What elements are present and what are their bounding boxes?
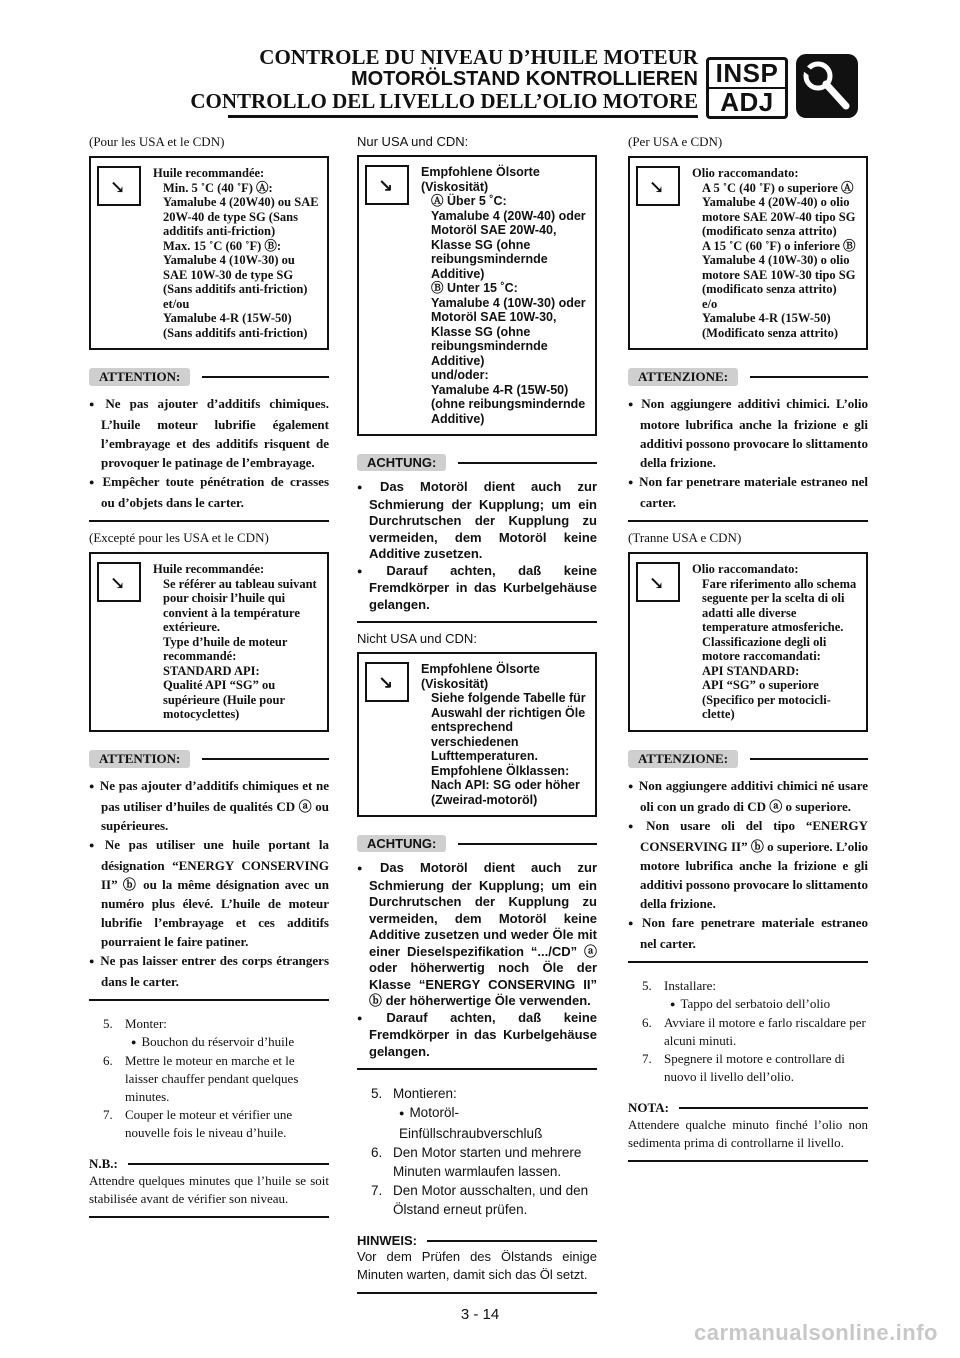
caution-end-rule (89, 999, 329, 1001)
spec-line: Ⓑ Unter 15 ˚C: (431, 281, 518, 295)
step-subitem: ● Bouchon du réservoir d’huile (103, 1033, 329, 1052)
spec-line: Huile recommandée: (153, 562, 265, 576)
step-text: Installare: (664, 977, 716, 993)
title-it: CONTROLLO DEL LIVELLO DELL’OLIO MOTORE (190, 89, 698, 113)
spec-line: API “SG” o superiore (Specifico per motocicli-clette) (702, 678, 831, 721)
region-note: (Tranne USA e CDN) (628, 530, 742, 545)
caution-item: ● Non usare oli del tipo “ENERGY CONSERVING II” ⓑ o superiore. L’olio motore lubrifica anche la frizione e gli additivi possono provocare lo slittamento della frizione. (628, 816, 868, 913)
caution-end-rule (628, 520, 868, 522)
note-label: N.B.: (89, 1155, 118, 1171)
step-item (642, 1014, 868, 1050)
caution-header (628, 368, 868, 386)
note-text: Attendere qualche minuto finché l’olio non sedimenta prima di controllarne il livello. (628, 1116, 868, 1150)
column-german (357, 134, 597, 1294)
oil-can-icon: ↘ (365, 165, 409, 205)
spec-line: Ⓐ Über 5 ˚C: (431, 194, 507, 208)
step-item (371, 1084, 597, 1103)
caution-header (89, 368, 329, 386)
spec-line: Max. 15 ˚C (60 ˚F) Ⓑ: (163, 238, 282, 253)
title-fr: CONTROLE DU NIVEAU D’HUILE MOTEUR (259, 45, 698, 69)
spec-line: Yamalube 4 (10W-30) oder Motoröl SAE 10W-30, Klasse SG (ohne reibungsmindernde Additive) (431, 295, 586, 368)
procedure-steps (357, 1084, 597, 1219)
note-rule (427, 1240, 597, 1242)
column-italian (628, 134, 868, 1162)
oil-can-icon: ↘ (636, 562, 680, 602)
caution-rule (202, 758, 329, 760)
spec-line: API STANDARD: (702, 663, 800, 678)
caution-end-rule (89, 520, 329, 522)
note-header (628, 1100, 868, 1116)
note-end-rule (89, 1216, 329, 1218)
caution-rule (458, 462, 597, 464)
region-note: Nur USA und CDN: (357, 134, 469, 149)
step-subitem: ● Tappo del serbatoio dell’olio (642, 995, 868, 1014)
step-number: 5. (642, 977, 652, 993)
caution-item: ● Ne pas ajouter d’additifs chimiques et ne pas utiliser d’huiles de qualités CD ⓐ ou supérieures. (89, 776, 329, 835)
spec-line: Yamalube 4 (10W-30) o olio motore SAE 10W-30 tipo SG (modificato senza attrito) (702, 253, 856, 296)
caution-header (357, 835, 597, 852)
step-item (642, 1050, 868, 1086)
oil-can-icon: ↘ (365, 662, 409, 702)
step-number: 6. (642, 1014, 652, 1030)
oil-spec-box (89, 156, 329, 350)
note-header (357, 1233, 597, 1248)
step-item (103, 1015, 329, 1033)
caution-end-rule (357, 1068, 597, 1070)
caution-rule (750, 376, 868, 378)
wrench-icon (796, 54, 858, 118)
oil-can-icon: ↘ (97, 166, 141, 206)
note-rule (128, 1163, 329, 1165)
spec-line: Yamalube 4 (20W40) ou SAE 20W-40 de type SG (Sans additifs anti-friction) (163, 195, 319, 238)
spec-line: Yamalube 4-R (15W-50) (Modificato senza attrito) (702, 311, 839, 340)
header-rule (228, 115, 698, 118)
insp-adj-badge (706, 57, 788, 119)
step-text: Couper le moteur et vérifier une nouvelle fois le niveau d’huile. (125, 1106, 293, 1140)
caution-item: ● Ne pas laisser entrer des corps étrangers dans le carter. (89, 951, 329, 991)
caution-header (628, 750, 868, 768)
note-header (89, 1156, 329, 1172)
spec-line: Yamalube 4 (20W-40) o olio motore SAE 20W-40 tipo SG (modificato senza attrito) (702, 195, 856, 238)
step-item (371, 1181, 597, 1219)
spec-line: Qualité API “SG” ou supérieure (Huile pour motocyclettes) (163, 678, 285, 721)
step-number: 5. (371, 1086, 383, 1101)
caution-end-rule (357, 621, 597, 623)
column-french (89, 134, 329, 1218)
step-text: Spegnere il motore e controllare di nuovo il livello dell’olio. (664, 1050, 845, 1084)
oil-spec-box (89, 552, 329, 732)
spec-line: Empfohlene Ölsorte (Viskosität) (421, 662, 540, 691)
caution-item: ● Das Motoröl dient auch zur Schmierung der Kupplung; um ein Durchrutschen der Kupplung zu vermeiden, dem Motoröl keine Additive zusetzen. (357, 479, 597, 563)
spec-line: A 5 ˚C (40 ˚F) o superiore Ⓐ (702, 180, 854, 195)
note-text: Vor dem Prüfen des Ölstands einige Minuten warten, damit sich das Öl setzt. (357, 1249, 597, 1282)
caution-label: ATTENTION: (89, 750, 190, 768)
caution-item: ● Non aggiungere additivi chimici. L’olio motore lubrifica anche la frizione e gli additivi possono provocare lo slittamento della frizione. (628, 394, 868, 472)
step-subitem: ● Motoröl-Einfüllschraubverschluß (371, 1103, 597, 1143)
note-label: HINWEIS: (357, 1233, 417, 1248)
caution-item: ● Non aggiungere additivi chimici né usare oli con un grado di CD ⓐ o superiore. (628, 776, 868, 816)
page-number: 3 - 14 (460, 1306, 500, 1323)
oil-can-icon: ↘ (636, 166, 680, 206)
step-item (371, 1143, 597, 1181)
watermark: carmanualsonline.info (694, 1320, 938, 1345)
note-rule (679, 1107, 868, 1109)
spec-line: Olio raccomandato: (692, 166, 799, 180)
note-end-rule (628, 1160, 868, 1162)
spec-line: Yamalube 4-R (15W-50) (Sans additifs anti-friction) (163, 311, 308, 340)
step-number: 5. (103, 1015, 113, 1031)
caution-rule (202, 376, 329, 378)
step-text: Avviare il motore e farlo riscaldare per alcuni minuti. (664, 1014, 866, 1048)
step-item (103, 1052, 329, 1106)
spec-line: Classificazione degli oli motore raccomandati: (702, 634, 827, 663)
badge-top: INSP (715, 58, 779, 88)
region-note: Nicht USA und CDN: (357, 631, 477, 646)
procedure-steps (628, 977, 868, 1086)
region-note: (Excepté pour les USA et le CDN) (89, 530, 269, 545)
caution-item: ● Das Motoröl dient auch zur Schmierung der Kupplung; um ein Durchrutschen der Kupplung zu vermeiden, dem Motoröl keine Additive zusetzen und weder Öle mit einer Dieselspezifikation “.../CD” ⓐ oder höherwertig noch Öle der Klasse “ENERGY CONSERVING II” ⓑ der höherwertige Öle verwenden. (357, 860, 597, 1010)
note-label: NOTA: (628, 1099, 669, 1115)
step-number: 7. (371, 1183, 383, 1198)
procedure-steps (89, 1015, 329, 1142)
spec-line: A 15 ˚C (60 ˚F) o inferiore Ⓑ (702, 238, 856, 253)
caution-rule (750, 758, 868, 760)
oil-spec-box (357, 652, 597, 817)
region-note: (Pour les USA et le CDN) (89, 134, 225, 149)
spec-line: und/oder: (431, 368, 489, 382)
spec-line: Huile recommandée: (153, 166, 265, 180)
step-text: Den Motor ausschalten, und den Ölstand erneut prüfen. (393, 1183, 589, 1217)
note-end-rule (357, 1292, 597, 1294)
title-de: MOTORÖLSTAND KONTROLLIEREN (350, 68, 698, 90)
spec-line: e/o (702, 296, 718, 311)
caution-item: ● Darauf achten, daß keine Fremdkörper in das Kurbelgehäuse gelangen. (357, 1010, 597, 1061)
step-text: Monter: (125, 1015, 167, 1031)
step-text: Den Motor starten und mehrere Minuten warmlaufen lassen. (393, 1145, 582, 1179)
note-text: Attendre quelques minutes que l’huile se soit stabilisée avant de vérifier son niveau. (89, 1172, 329, 1206)
caution-item: ● Non far penetrare materiale estraneo nel carter. (628, 472, 868, 512)
spec-line: Yamalube 4 (10W-30) ou SAE 10W-30 de type SG (Sans additifs anti-friction) (163, 253, 308, 296)
spec-line: Yamalube 4 (20W-40) oder Motoröl SAE 20W-40, Klasse SG (ohne reibungsmindernde Additive) (431, 208, 586, 281)
region-note: (Per USA e CDN) (628, 134, 723, 149)
spec-line: Olio raccomandato: (692, 562, 799, 576)
caution-header (89, 750, 329, 768)
caution-item: ● Ne pas ajouter d’additifs chimiques. L’huile moteur lubrifie également l’embrayage et des additifs risquent de provoquer le patinage de l’embrayage. (89, 394, 329, 472)
step-number: 7. (103, 1106, 113, 1122)
oil-spec-box (628, 156, 868, 350)
oil-spec-box (357, 155, 597, 436)
spec-line: Se référer au tableau suivant pour choisir l’huile qui convient à la température extérieure. (163, 576, 317, 634)
spec-line: Yamalube 4-R (15W-50) (ohne reibungsmindernde Additive) (431, 382, 586, 426)
spec-line: Siehe folgende Tabelle für Auswahl der richtigen Öle entsprechend verschiedenen Lufttemperaturen. (431, 691, 586, 763)
step-number: 6. (371, 1145, 383, 1160)
caution-header (357, 454, 597, 471)
caution-end-rule (628, 961, 868, 963)
spec-line: Nach API: SG oder höher (Zweirad-motoröl) (431, 778, 580, 807)
spec-line: Empfohlene Ölklassen: (431, 763, 570, 778)
caution-label: ATTENTION: (89, 368, 190, 386)
step-number: 7. (642, 1050, 652, 1066)
caution-label: ATTENZIONE: (628, 750, 738, 768)
caution-label: ATTENZIONE: (628, 368, 738, 386)
step-item (103, 1106, 329, 1142)
caution-rule (458, 843, 597, 845)
caution-item: ● Empêcher toute pénétration de crasses ou d’objets dans le carter. (89, 472, 329, 512)
step-number: 6. (103, 1052, 113, 1068)
step-text: Mettre le moteur en marche et le laisser chauffer pendant quelques minutes. (125, 1052, 299, 1104)
spec-line: et/ou (163, 296, 190, 311)
step-item (642, 977, 868, 995)
step-text: Montieren: (393, 1086, 457, 1101)
oil-can-icon: ↘ (97, 562, 141, 602)
caution-label: ACHTUNG: (357, 454, 446, 471)
badge-bottom: ADJ (720, 87, 774, 117)
caution-item: ● Non fare penetrare materiale estraneo nel carter. (628, 913, 868, 953)
page-header (190, 46, 698, 112)
oil-spec-box (628, 552, 868, 732)
caution-label: ACHTUNG: (357, 835, 446, 852)
spec-line: Empfohlene Ölsorte (Viskosität) (421, 165, 540, 194)
spec-line: STANDARD API: (163, 663, 260, 678)
caution-item: ● Darauf achten, daß keine Fremdkörper in das Kurbelgehäuse gelangen. (357, 563, 597, 614)
spec-line: Fare riferimento allo schema seguente per la scelta di oli adatti alle diverse temperature atmosferiche. (702, 576, 857, 634)
caution-item: ● Ne pas utiliser une huile portant la désignation “ENERGY CONSERVING II” ⓑ ou la même désignation avec un numéro plus élevé. L’huile de moteur lubrifie l’embrayage et ces additifs pourraient le faire patiner. (89, 835, 329, 951)
spec-line: Type d’huile de moteur recommandé: (163, 634, 288, 663)
spec-line: Min. 5 ˚C (40 ˚F) Ⓐ: (163, 180, 273, 195)
